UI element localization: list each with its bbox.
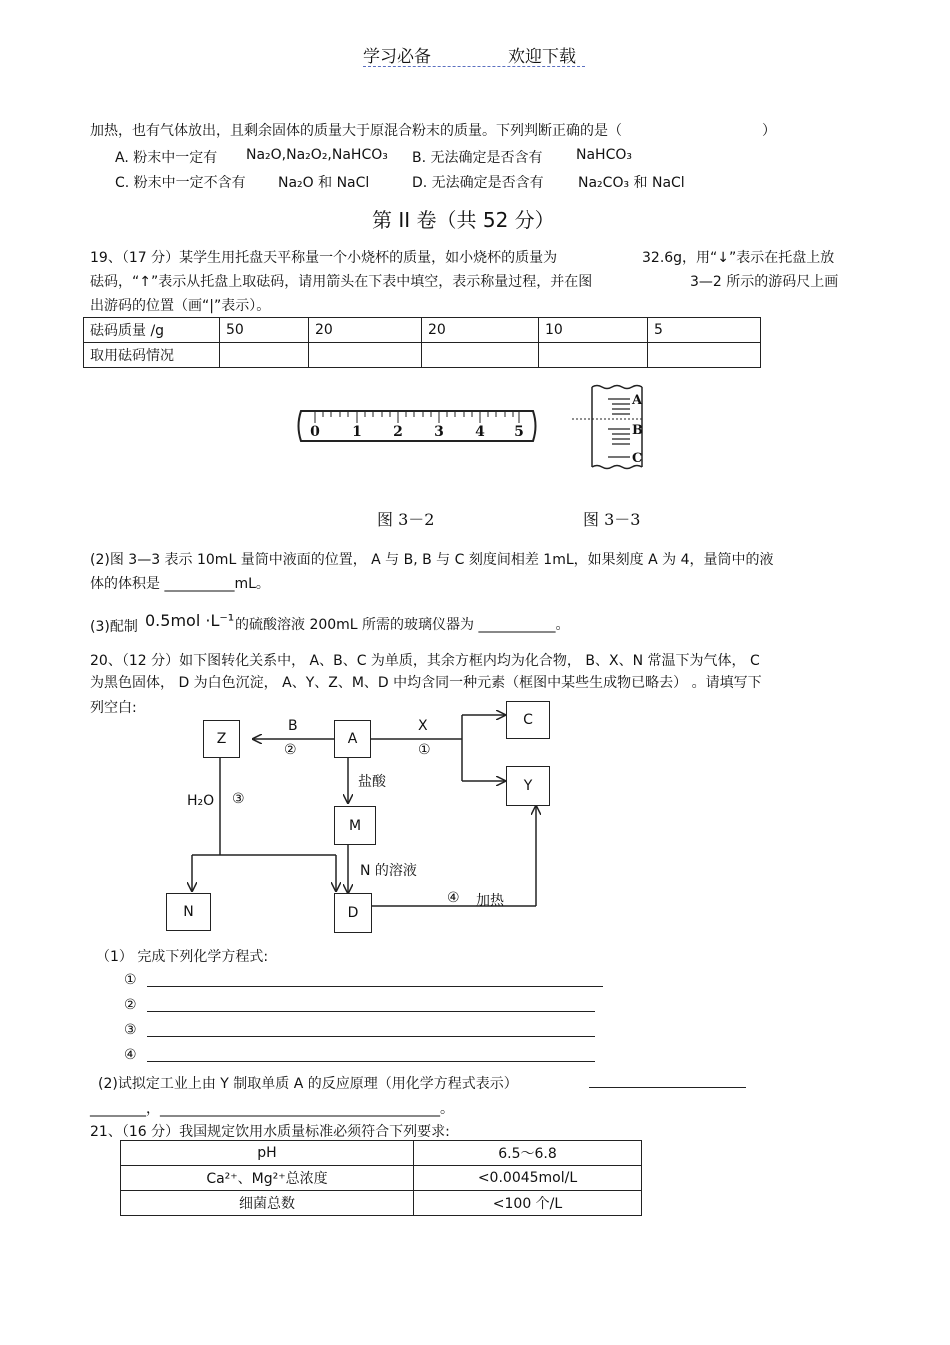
edge-label-step3: ③ (232, 791, 245, 807)
ruler-tick-label: 1 (352, 424, 362, 440)
q19-part2-line2: 体的体积是 __________mL。 (90, 576, 270, 592)
edge-label-b: B (288, 718, 298, 734)
q19-line2b: 3—2 所示的游码尺上画 (690, 274, 839, 290)
edge-label-step1: ① (418, 742, 431, 758)
q20-part2-blank: ________，________________________________________。 (90, 1101, 454, 1117)
water-standard-table (120, 1140, 642, 1216)
ruler-tick-label: 5 (514, 424, 524, 440)
q18-option-c-value: Na₂O 和 NaCl (278, 175, 370, 191)
edge-label-heat: 加热 (476, 893, 504, 909)
node-d: D (334, 893, 372, 933)
equation-blank[interactable] (147, 986, 603, 987)
table-cell: Ca²⁺、Mg²⁺总浓度 (121, 1166, 414, 1191)
q19-part3-c: 的硫酸溶液 200mL 所需的玻璃仪器为 ___________。 (235, 617, 570, 633)
table-cell: 10 (539, 318, 648, 343)
node-z: Z (203, 720, 240, 758)
q19-line2a: 砝码，“↑”表示从托盘上取砝码，请用箭头在下表中填空，表示称量过程，并在图 (90, 274, 593, 290)
q19-line1a: 19、（17 分）某学生用托盘天平称量一个小烧杯的质量，如小烧杯的质量为 (90, 250, 558, 266)
equation-mark: ④ (124, 1047, 137, 1063)
table-cell: <0.0045mol/L (414, 1166, 642, 1191)
q21-line: 21、（16 分）我国规定饮用水质量标准必须符合下列要求: (90, 1124, 450, 1140)
table-cell: 20 (422, 318, 539, 343)
figure-3-2-caption: 图 3－2 (377, 510, 435, 529)
node-c: C (506, 701, 550, 739)
equation-mark: ① (124, 972, 137, 988)
q19-line1b: 32.6g，用“↓”表示在托盘上放 (642, 250, 835, 266)
edge-label-n-solution: N 的溶液 (360, 863, 417, 879)
edge-label-step4: ④ (447, 890, 460, 906)
q19-part2-line1: (2)图 3—3 表示 10mL 量筒中液面的位置， A 与 B, B 与 C 刻度间相差 1mL，如果刻度 A 为 4，量筒中的液 (90, 552, 774, 568)
table-cell: 砝码质量 /g (84, 318, 220, 343)
section-title: 第 II 卷（共 52 分） (372, 208, 555, 232)
q18-paren-close: ） (762, 123, 776, 139)
equation-blank[interactable] (147, 1036, 595, 1037)
cylinder-mark-b: B (632, 423, 643, 438)
ruler-tick-label: 3 (434, 424, 444, 440)
q20-line2: 为黑色固体， D 为白色沉淀， A、Y、Z、M、D 中均含同一种元素（框图中某些生成物已略去） 。请填写下 (90, 675, 762, 691)
q20-part1: （1） 完成下列化学方程式: (96, 949, 269, 965)
table-cell: 细菌总数 (121, 1191, 414, 1216)
q18-line: 加热，也有气体放出，且剩余固体的质量大于原混合粉末的质量。下列判断正确的是（ (90, 123, 622, 139)
figure-3-3-caption: 图 3－3 (583, 510, 641, 529)
q20-line1: 20、（12 分）如下图转化关系中， A、B、C 为单质，其余方框内均为化合物， B、X、N 常温下为气体， C (90, 653, 760, 669)
equation-mark: ③ (124, 1022, 137, 1038)
table-cell: 取用砝码情况 (84, 343, 220, 368)
q19-part3-b: 0.5mol ·L⁻¹ (145, 611, 235, 630)
q18-option-d-label: D. 无法确定是否含有 (412, 175, 544, 191)
cylinder-mark-a: A (632, 393, 643, 408)
q19-line3: 出游码的位置（画“|”表示）。 (90, 298, 271, 314)
table-cell: pH (121, 1141, 414, 1166)
q18-option-c-label: C. 粉末中一定不含有 (115, 175, 246, 191)
node-a: A (334, 720, 371, 758)
q19-part3-a: (3)配制 (90, 619, 138, 635)
ruler-tick-label: 2 (393, 424, 403, 440)
header-left: 学习必备 (363, 47, 431, 67)
answer-blank[interactable] (589, 1087, 746, 1088)
equation-mark: ② (124, 997, 137, 1013)
q18-option-b-label: B. 无法确定是否含有 (412, 150, 543, 166)
node-y: Y (506, 766, 550, 806)
q20-part2: (2)试拟定工业上由 Y 制取单质 A 的反应原理（用化学方程式表示） (98, 1076, 518, 1092)
edge-label-hcl: 盐酸 (358, 774, 386, 790)
q18-option-d-value: Na₂CO₃ 和 NaCl (578, 175, 685, 191)
q20-line3: 列空白: (90, 700, 137, 716)
equation-blank[interactable] (147, 1061, 595, 1062)
table-cell: 50 (220, 318, 309, 343)
q18-option-b-value: NaHCO₃ (576, 147, 632, 163)
equation-blank[interactable] (147, 1011, 595, 1012)
q18-option-a-label: A. 粉末中一定有 (115, 150, 218, 166)
ruler-tick-label: 0 (310, 424, 320, 440)
table-cell: 20 (309, 318, 422, 343)
header-right: 欢迎下载 (508, 47, 576, 67)
edge-label-step2: ② (284, 742, 297, 758)
table-row (121, 1191, 642, 1216)
table-cell: 6.5～6.8 (414, 1141, 642, 1166)
table-row (121, 1166, 642, 1191)
edge-label-x: X (418, 718, 428, 734)
node-n: N (166, 893, 211, 931)
cylinder-mark-c: C (632, 451, 643, 466)
table-cell: <100 个/L (414, 1191, 642, 1216)
ruler-tick-label: 4 (475, 424, 485, 440)
edge-label-h2o: H₂O (187, 793, 215, 809)
table-row (121, 1141, 642, 1166)
q18-option-a-value: Na₂O,Na₂O₂,NaHCO₃ (246, 147, 388, 163)
node-m: M (334, 806, 376, 845)
table-cell: 5 (648, 318, 761, 343)
